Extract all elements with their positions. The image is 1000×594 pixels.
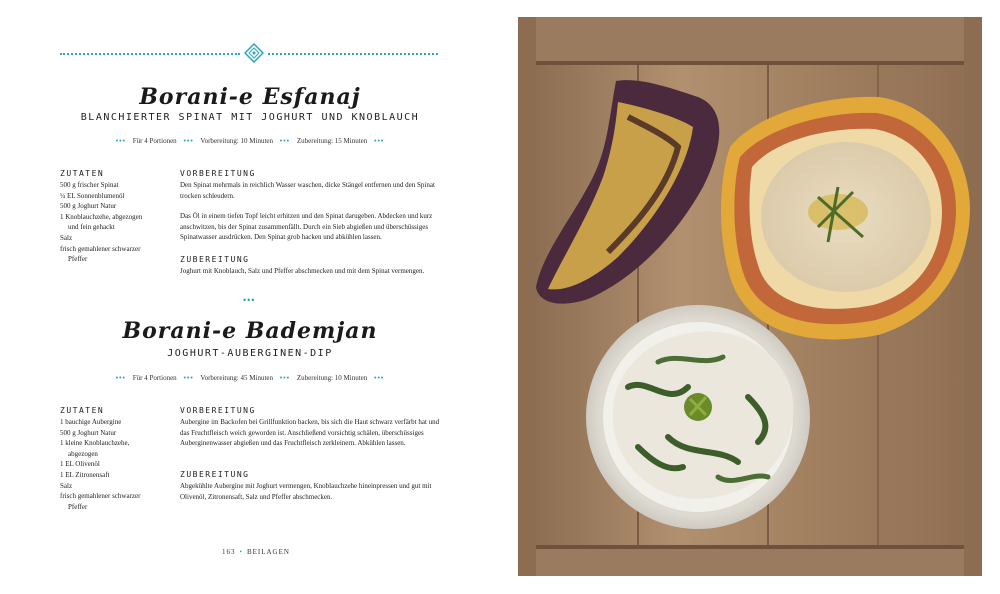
meta-dots: ••• [279,374,291,382]
top-divider-left [60,53,240,55]
prep-step: Das Öl in einem tiefen Topf leicht erhitzen und den Spinat darugeben. Abdecken und kurz anschwitzen, bis der Spinat zusammenfällt. Durch ein Sieb abgießen und überschüssiges Spinatwasser ausdrücken. Den Spinat grob hacken und abkühlen lassen. [180,212,433,242]
page-footer [222,548,290,556]
recipe1-title: Borani-e Esfanaj [139,84,361,110]
tray-bottom-rim [518,547,982,576]
footer-dot: • [239,548,243,556]
ornament-icon [244,43,264,63]
recipe2-meta [0,374,500,382]
section-separator: ••• [243,295,256,305]
recipe1-ingredients-heading: ZUTATEN [60,169,105,178]
ingredient: 1 bauchige Aubergine [60,418,122,426]
ingredient: Salz [60,233,73,242]
page-number: 163 [222,548,236,556]
tray-left-rim [518,17,536,576]
recipe2-ingredients-heading: ZUTATEN [60,406,105,415]
recipe2-cook-time: Zubereitung: 10 Minuten [296,374,368,382]
ingredient: 1 EL Olivenöl [60,460,100,469]
recipe2-ingredients-list [60,417,140,512]
ingredient: 500 g frischer Spinat [60,181,119,189]
ingredient: 500 g Joghurt Natur [60,428,117,437]
ingredient: 1 Knoblauchzehe, abgezogen [60,212,143,221]
recipe1-prep-time: Vorbereitung: 10 Minuten [200,137,274,145]
ingredient: Salz [60,481,73,490]
recipe1-subtitle: BLANCHIERTER SPINAT MIT JOGHURT UND KNOBLAUCH [80,112,420,123]
meta-dots: ••• [183,374,194,382]
recipe1-ingredients-list [60,180,142,265]
ingredient: Pfeffer [68,502,88,511]
meta-dots: ••• [183,137,194,145]
recipe1-servings: Für 4 Portionen [132,137,177,145]
ingredient: 500 g Joghurt Natur [60,202,117,211]
ingredient: 1 EL Zitronensaft [60,470,110,479]
recipe2-servings: Für 4 Portionen [132,374,177,382]
recipe1-prep-text [180,180,440,253]
prep-step: Den Spinat mehrmals in reichlich Wasser waschen, dicke Stängel entfernen und den Spinat trocken schleudern. [180,181,435,200]
recipe1-cook-heading: ZUBEREITUNG [180,255,250,264]
food-photo [518,17,982,576]
ingredient: frisch gemahlener schwarzer [60,244,141,253]
recipe2-prep-time: Vorbereitung: 45 Minuten [200,374,274,382]
meta-dots: ••• [115,137,126,145]
recipe1-prep-heading: VORBEREITUNG [180,169,256,178]
white-plate [586,305,810,529]
meta-dots: ••• [115,374,126,382]
ingredient: und fein gehackt [68,223,115,232]
meta-dots: ••• [279,137,291,145]
recipe2-prep-heading: VORBEREITUNG [180,406,256,415]
recipe2-cook-text: Abgekühlte Aubergine mit Joghurt vermengen, Knoblauchzehe hineinpressen und gut mit Olivenöl, Zitronensaft, Salz und Pfeffer abschmecken. [180,482,432,501]
section-name: BEILAGEN [246,548,290,556]
ingredient: ¼ EL Sonnenblumenöl [60,191,125,200]
meta-dots: ••• [374,137,385,145]
tray-top-rim [518,17,982,65]
recipe2-prep-text: Aubergine im Backofen bei Grillfunktion backen, bis sich die Haut schwarz verfärbt hat und das Fruchtfleisch weich geworden ist. Anschließend vorsichtig schälen, überschüssiges Auberginenwasser abgießen und das Fruchtfleisch zerkleinern. Abkühlen lassen. [180,418,440,448]
food-photo-illustration [518,17,982,576]
recipe1-cook-text: Joghurt mit Knoblauch, Salz und Pfeffer abschmecken und mit dem Spinat vermengen. [180,267,425,275]
tray-right-rim [964,17,982,576]
ingredient: Pfeffer [68,255,88,264]
recipe2-subtitle: JOGHURT-AUBERGINEN-DIP [167,348,333,359]
meta-dots: ••• [374,374,385,382]
recipe1-meta [0,137,500,145]
top-divider-right [268,53,438,55]
ingredient: 1 kleine Knoblauchzehe, [60,439,130,448]
recipe1-cook-time: Zubereitung: 15 Minuten [296,137,368,145]
ingredient: abgezogen [68,449,98,458]
recipe2-title: Borani-e Bademjan [122,318,378,344]
ornate-dish [721,97,970,340]
recipe2-cook-heading: ZUBEREITUNG [180,470,250,479]
ingredient: frisch gemahlener schwarzer [60,492,141,501]
